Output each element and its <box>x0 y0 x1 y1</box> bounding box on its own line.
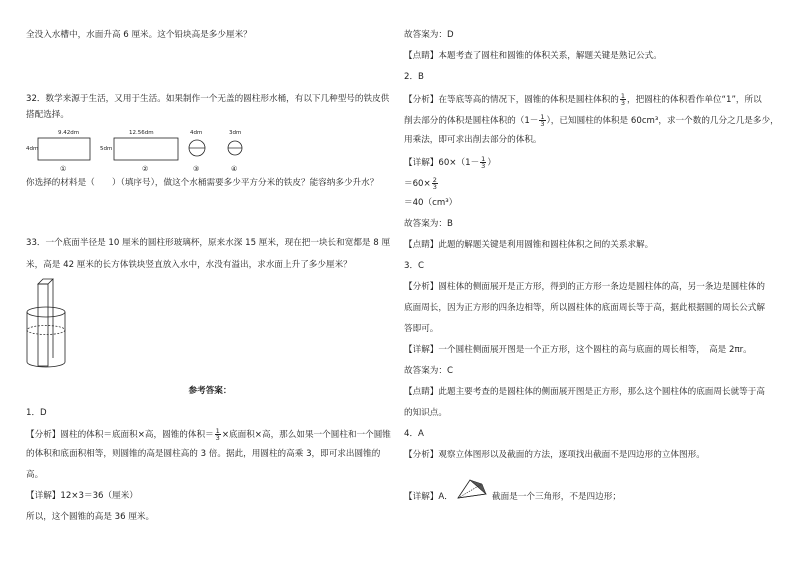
answer-1-detail: 【详解】12×3＝36（厘米） <box>26 491 138 501</box>
answer-4-detail-text: 截面是一个三角形，不是四边形； <box>492 492 621 502</box>
answer-3-analysis-2: 底面周长，因为正方形的四条边相等，所以圆柱体的底面周长等于高，据此根据圆的周长公式解 <box>404 303 765 313</box>
answer-4-detail-label: 【详解】A． <box>404 492 453 502</box>
answer-1: 1．D <box>26 408 47 418</box>
answer-1-analysis-2: 的体积和底面积相等，则圆锥的高是圆柱高的 3 倍。据此，用圆柱的高乘 3，即可求出圆锥的 <box>26 449 381 459</box>
answer-4: 4．A <box>404 429 424 439</box>
rect2-number: ② <box>142 165 149 173</box>
reference-answers-title: 参考答案： <box>188 386 232 396</box>
answer-2-detail-1: 【详解】60×（1－ $\frac{1}{3}$ ） <box>404 155 496 170</box>
answer-2-detail-3: ＝40（cm³） <box>404 198 458 208</box>
rect-2 <box>114 138 178 160</box>
question-32-line-2: 搭配选择。 <box>26 110 69 120</box>
rect2-top-label: 12.56dm <box>129 130 154 136</box>
answer-2: 2．B <box>404 72 424 82</box>
answer-3-comment-2: 的知识点。 <box>404 408 447 418</box>
answer-4-analysis: 【分析】观察立体图形以及截面的方法，逐项找出截面不是四边形的立体图形。 <box>404 450 705 460</box>
rect-1 <box>38 138 90 160</box>
answer-2-result: 故答案为：B <box>404 219 453 229</box>
answer-2-analysis-1: 【分析】在等底等高的情况下，圆锥的体积是圆柱体积的 $\frac{1}{3}$ ，把圆柱的体积看作单位“1”，所以 <box>404 92 762 107</box>
answer-2-comment: 【点睛】此题的解题关键是利用圆锥和圆柱体积之间的关系求解。 <box>404 240 654 250</box>
circle3-number: ③ <box>193 165 200 173</box>
solid-with-cross-section-figure <box>456 478 490 502</box>
circle4-number: ④ <box>231 165 238 173</box>
fraction: $\frac{1}{3}$ <box>215 427 220 442</box>
rect1-top-label: 9.42dm <box>58 130 80 136</box>
answer-3-detail: 【详解】一个圆柱侧面展开图是一个正方形，这个圆柱的高与底面的周长相等， 高是 2πr。 <box>404 345 752 355</box>
answer-1-result: 故答案为：D <box>404 30 454 40</box>
answer-1-analysis-3: 高。 <box>26 470 44 480</box>
answer-3-analysis-3: 答即可。 <box>404 324 439 334</box>
answer-3-result: 故答案为：C <box>404 366 453 376</box>
answer-3-comment-1: 【点睛】此题主要考查的是圆柱体的侧面展开图是正方形，那么这个圆柱体的底面周长就等于高 <box>404 387 765 397</box>
cylinder-with-block-figure <box>26 278 74 370</box>
question-32-line-1: 32．数学来源于生活，又用于生活。如果制作一个无盖的圆柱形水桶，有以下几种型号的铁皮供 <box>26 94 390 104</box>
rect2-side-label: 5dm <box>100 146 113 152</box>
question-32-line-3: 你选择的材料是（ ）（填序号），做这个水桶需要多少平方分米的铁皮？能容纳多少升水？ <box>26 178 379 188</box>
rect1-side-label: 4dm <box>26 146 39 152</box>
circle4-top-label: 3dm <box>229 130 242 136</box>
answer-1-conclusion: 所以，这个圆锥的高是 36 厘米。 <box>26 512 155 522</box>
answer-2-analysis-2: 削去部分的体积是圆柱体积的（1－ $\frac{1}{3}$ ），已知圆柱的体积是 60cm³，求一个数的几分之几是多少， <box>404 113 779 128</box>
question-33-line-2: 米，高是 42 厘米的长方体铁块竖直放入水中，水没有溢出，求水面上升了多少厘米？ <box>26 260 352 270</box>
rect1-number: ① <box>60 165 67 173</box>
answer-3-analysis-1: 【分析】圆柱体的侧面展开是正方形，得到的正方形一条边是圆柱体的高，另一条边是圆柱体的 <box>404 282 765 292</box>
material-figure <box>26 126 256 174</box>
question-33-line-1: 33．一个底面半径是 10 厘米的圆柱形玻璃杯，原来水深 15 厘米，现在把一块长和宽都是 8 厘 <box>26 238 391 248</box>
answer-1-comment: 【点睛】本题考查了圆柱和圆锥的体积关系，解题关键是熟记公式。 <box>404 51 662 61</box>
answer-1-analysis-1: 【分析】圆柱的体积＝底面积×高，圆锥的体积＝ $\frac{1}{3}$ ×底面积×高，那么如果一个圆柱和一个圆锥 <box>26 427 391 442</box>
circle3-top-label: 4dm <box>190 130 203 136</box>
answer-2-detail-2: ＝60× $\frac{2}{3}$ <box>404 176 437 191</box>
question-31-tail: 全没入水槽中，水面升高 6 厘米。这个铅块高是多少厘米？ <box>26 30 252 40</box>
answer-3: 3．C <box>404 261 425 271</box>
answer-2-analysis-3: 用乘法，即可求出削去部分的体积。 <box>404 135 542 145</box>
